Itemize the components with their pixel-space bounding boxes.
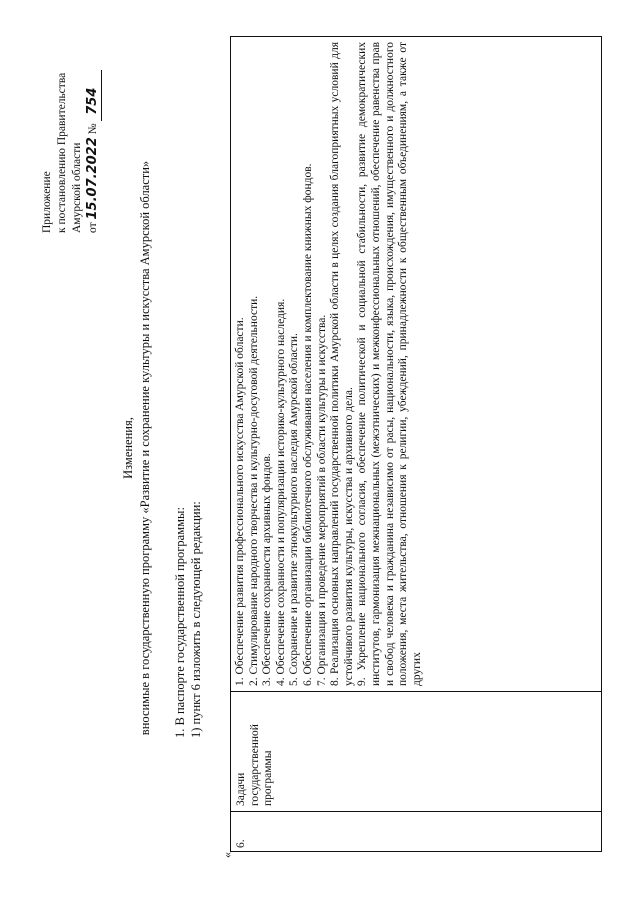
appendix-header: [40, 33, 102, 233]
number-prefix: №: [87, 123, 99, 135]
heading-title: Изменения,: [121, 417, 135, 479]
section-item-1-1: 1) пункт 6 изложить в следующей редакции:: [189, 501, 203, 738]
task-item: 9. Укрепление национального согласия, обеспечение политической и социальной стабильности, развитие демократических институтов, гармонизация межнациональных (межэтнических) и межконфессиональных отношений, обеспечение равенства прав и свобод человека и гражданина независимо от расы, национальности, языка, происхождения, имущественного и должностного положения, места жительства, отношения к религии, убеждений, принадлежности к общественным объединениям, а также от других: [356, 42, 423, 686]
document-heading: [120, 38, 154, 858]
task-item: 1. Обеспечение развития профессионального искусства Амурской области.: [234, 317, 246, 686]
number-underline: [85, 70, 102, 120]
task-item: 5. Сохранение и развитие этнокультурного наследия Амурской области.: [288, 333, 301, 686]
appendix-date-number-line: [85, 33, 102, 233]
table-cell-label: Задачи государственной программы: [231, 691, 601, 811]
appendix-line-resolution: к постановлению Правительства: [56, 72, 68, 233]
quote-mark: «: [220, 852, 234, 858]
task-item: 7. Организация и проведение мероприятий в области культуры и искусства.: [315, 314, 328, 686]
appendix-line-region: Амурской области: [71, 142, 83, 233]
handwritten-number: 754: [85, 87, 100, 115]
table-cell-tasks: [231, 37, 601, 691]
task-item: 8. Реализация основных направлений государственной политики Амурской области в целях создания благоприятных условий для устойчивого развития культуры, искусства и архивного дела.: [329, 42, 355, 686]
passport-table: [230, 36, 602, 852]
heading-subtitle: вносимые в государственную программу «Развитие и сохранение культуры и искусства Амурской области»: [138, 160, 152, 736]
task-item: 4. Обеспечение сохранности и популяризации историко-культурного наследия.: [274, 298, 287, 686]
handwritten-date: 15.07.2022: [85, 137, 100, 220]
appendix-title: Приложение: [41, 171, 53, 233]
date-prefix: от: [87, 222, 99, 233]
document-page-rotated: [40, 38, 600, 858]
section-item-1: 1. В паспорте государственной программы:: [173, 507, 187, 738]
section-instructions: [172, 501, 204, 738]
task-item: 2. Стимулирование народного творчества и культурно-досуговой деятельности.: [247, 295, 260, 686]
task-item: 3. Обеспечение сохранности архивных фондов.: [261, 453, 274, 686]
table-cell-number: 6.: [231, 811, 601, 851]
task-item: 6. Обеспечение организации библиотечного обслуживания населения и комплектование книжных фондов.: [301, 163, 314, 686]
